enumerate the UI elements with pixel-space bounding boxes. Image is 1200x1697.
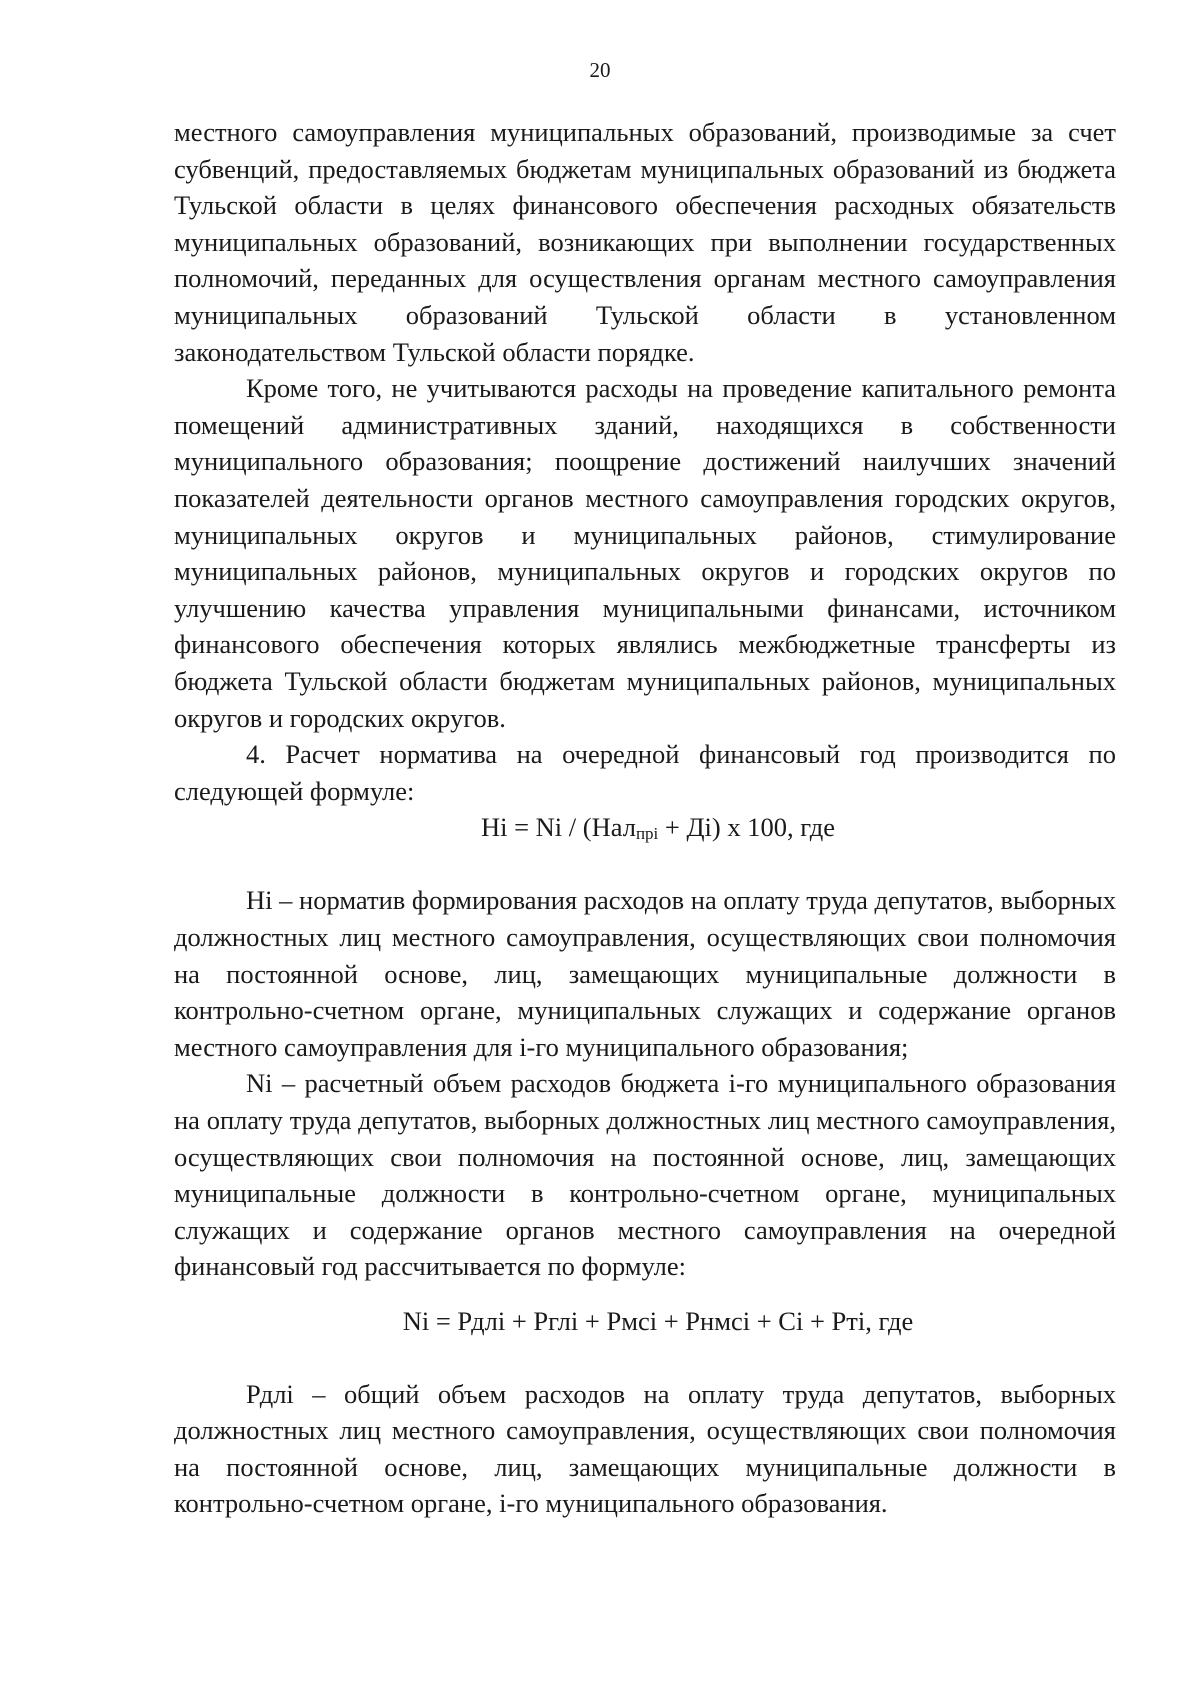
- formula-normative-part-2: + Дi) х 100, где: [658, 812, 836, 843]
- definition-hi: Нi – норматив формирования расходов на оплату труда депутатов, выборных должностных лиц местного самоуправления, осуществляющих свои полномочия на постоянной основе, лиц, замещающих муниципальные должности в контрольно-счетном органе, муниципальных служащих и содержание органов местного самоуправления для i-го муниципального образования;: [174, 885, 1116, 1062]
- paragraph-item-4: 4. Расчет норматива на очередной финансовый год производится по следующей формуле:: [174, 739, 1116, 806]
- formula-normative: [174, 809, 1116, 846]
- formula-normative-subscript: прi: [635, 824, 659, 844]
- formula-normative-part-1: Нi = Ni / (Нал: [480, 812, 636, 843]
- paragraph-continuation: местного самоуправления муниципальных образований, производимые за счет субвенций, предоставляемых бюджетам муниципальных образований из бюджета Тульской области в целях финансового обеспечения расходных обязательств муниципальных образований, возникающих при выполнении государственных полномочий, переданных для осуществления органам местного самоуправления муниципальных образований Тульской области в установленном законодательством Тульской области порядке.: [174, 117, 1116, 367]
- page-number: 20: [589, 58, 611, 82]
- document-body: [174, 114, 1116, 1522]
- formula-ni: Ni = Рдлi + Рглi + Рмсi + Рнмсi + Сi + Ртi, где: [402, 1306, 914, 1336]
- paragraph-excluded-expenses: Кроме того, не учитываются расходы на проведение капитального ремонта помещений административных зданий, находящихся в собственности муниципального образования; поощрение достижений наилучших значений показателей деятельности органов местного самоуправления городских округов, муниципальных округов и муниципальных районов, стимулирование муниципальных районов, муниципальных округов и городских округов по улучшению качества управления муниципальными финансами, источником финансового обеспечения которых являлись межбюджетные трансферты из бюджета Тульской области бюджетам муниципальных районов, муниципальных округов и городских округов.: [174, 373, 1116, 733]
- definition-ni: Ni – расчетный объем расходов бюджета i-го муниципального образования на оплату труда депутатов, выборных должностных лиц местного самоуправления, осуществляющих свои полномочия на постоянной основе, лиц, замещающих муниципальные должности в контрольно-счетном органе, муниципальных служащих и содержание органов местного самоуправления на очередной финансовый год рассчитывается по формуле:: [174, 1068, 1116, 1282]
- definition-rdli: Рдлi – общий объем расходов на оплату труда депутатов, выборных должностных лиц местного самоуправления, осуществляющих свои полномочия на постоянной основе, лиц, замещающих муниципальные должности в контрольно-счетном органе, i-го муниципального образования.: [174, 1378, 1116, 1519]
